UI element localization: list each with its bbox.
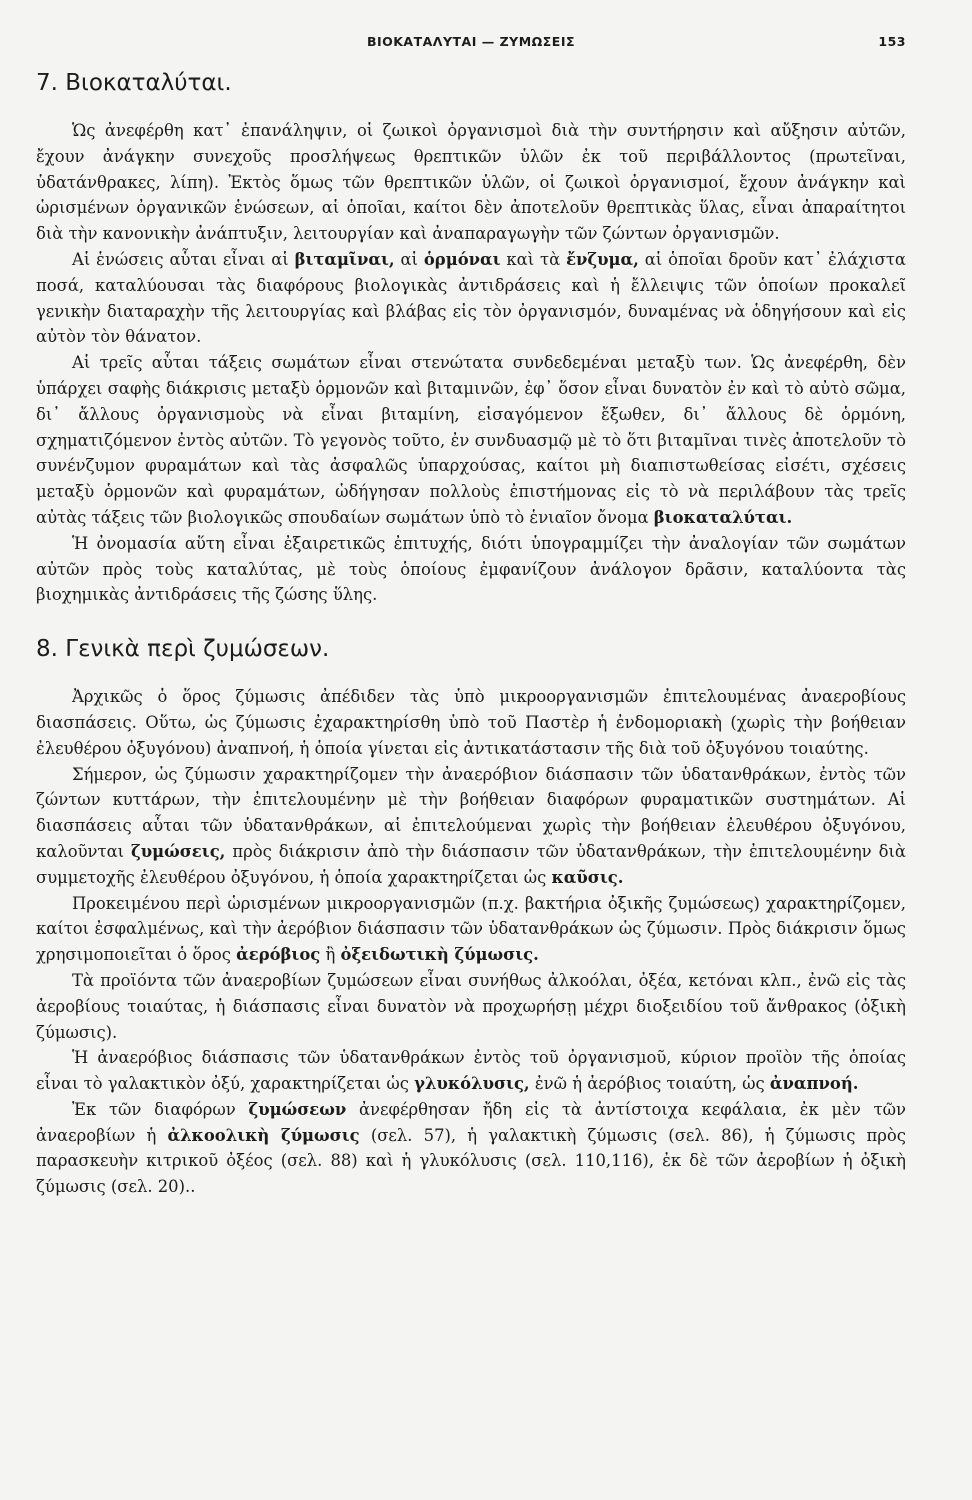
- bold-term: ἔνζυμα,: [566, 249, 639, 269]
- running-title: ΒΙΟΚΑΤΑΛΥΤΑΙ — ΖΥΜΩΣΕΙΣ: [366, 34, 576, 49]
- paragraph: Ὡς ἀνεφέρθη κατ᾽ ἐπανάληψιν, οἱ ζωικοὶ ὀργανισμοὶ διὰ τὴν συντήρησιν καὶ αὔξησιν αὐτῶν, ἔχουν ἀνάγκην συνεχοῦς προσλήψεως θρεπτικῶν ὑλῶν ἐκ τοῦ περιβάλλοντος (πρωτεῖναι, ὑδατάνθρακες, λίπη). Ἐκτὸς ὅμως τῶν θρεπτικῶν ὑλῶν, οἱ ζωικοὶ ὀργανισμοί, ἔχουν ἀνάγκην καὶ ὡρισμένων ὀργανικῶν ἑνώσεων, αἱ ὁποῖαι, καίτοι δὲν ἀποτελοῦν θρεπτικὰς ὕλας, εἶναι ἀπαραίτητοι διὰ τὴν κανονικὴν ἀνάπτυξιν, λειτουργίαν καὶ ἀναπαραγωγὴν τῶν ζώντων ὀργανισμῶν.: [36, 121, 906, 244]
- body-text: [36, 68, 906, 1200]
- paragraph: Σήμερον, ὡς ζύμωσιν χαρακτηρίζομεν τὴν ἀναερόβιον διάσπασιν τῶν ὑδατανθράκων, ἐντὸς τῶν ζώντων κυττάρων, τὴν ἐπιτελουμένην μὲ τὴν βοήθειαν διαφόρων φυραματικῶν συστημάτων. Αἱ διασπάσεις αὗται τῶν ὑδατανθράκων, αἱ ἐπιτελούμεναι χωρὶς τὴν βοήθειαν ἐλευθέρου ὀξυγόνου, καλοῦνται ζυμώσεις, πρὸς διάκρισιν ἀπὸ τὴν διάσπασιν τῶν ὑδατανθράκων, τὴν ἐπιτελουμένην διὰ συμμετοχῆς ἐλευθέρου ὀξυγόνου, ἡ ὁποία χαρακτηρίζεται ὡς καῦσις.: [36, 764, 906, 887]
- bold-term: βιταμῖναι,: [294, 249, 395, 269]
- bold-term: καῦσις.: [551, 867, 624, 887]
- section-heading-fermentations: 8. Γενικὰ περὶ ζυμώσεων.: [36, 636, 330, 663]
- paragraph: Ἡ ὀνομασία αὕτη εἶναι ἐξαιρετικῶς ἐπιτυχής, διότι ὑπογραμμίζει τὴν ἀναλογίαν τῶν σωμάτων αὐτῶν πρὸς τοὺς καταλύτας, μὲ τοὺς ὁποίους ἐμφανίζουν ἀνάλογον δρᾶσιν, καταλύοντα τὰς βιοχημικὰς ἀντιδράσεις τῆς ζώσης ὕλης.: [36, 533, 906, 605]
- bold-term: γλυκόλυσις,: [414, 1074, 530, 1094]
- bold-term: ζυμώσεις,: [131, 841, 226, 861]
- section-heading-biocatalysts: 7. Βιοκαταλύται.: [36, 70, 232, 96]
- paragraph: Ἐκ τῶν διαφόρων ζυμώσεων ἀνεφέρθησαν ἤδη εἰς τὰ ἀντίστοιχα κεφάλαια, ἐκ μὲν τῶν ἀναεροβίων ἡ ἀλκοολικὴ ζύμωσις (σελ. 57), ἡ γαλακτικὴ ζύμωσις (σελ. 86), ἡ ζύμωσις πρὸς παρασκευὴν κιτρικοῦ ὀξέος (σελ. 88) καὶ ἡ γλυκόλυσις (σελ. 110,116), ἐκ δὲ τῶν ἀεροβίων ἡ ὀξικὴ ζύμωσις (σελ. 20)..: [36, 1099, 906, 1197]
- bold-term: ζυμώσεων: [248, 1099, 347, 1119]
- bold-term: ἀναπνοή.: [769, 1074, 859, 1094]
- paragraph: Τὰ προϊόντα τῶν ἀναεροβίων ζυμώσεων εἶναι συνήθως ἀλκοόλαι, ὀξέα, κετόναι κλπ., ἐνῶ εἰς τὰς ἀεροβίους τοιαύτας, ἡ διάσπασις εἶναι δυνατὸν νὰ προχωρήσῃ μέχρι διοξειδίου τοῦ ἄνθρακος (ὀξικὴ ζύμωσις).: [36, 970, 906, 1042]
- bold-term: ὁρμόναι: [423, 249, 501, 269]
- bold-term: ἀλκοολικὴ ζύμωσις: [167, 1125, 360, 1145]
- page-number: 153: [878, 34, 906, 49]
- paragraph: Αἱ τρεῖς αὗται τάξεις σωμάτων εἶναι στενώτατα συνδεδεμέναι μεταξὺ των. Ὡς ἀνεφέρθη, δὲν ὑπάρχει σαφὴς διάκρισις μεταξὺ ὁρμονῶν καὶ βιταμινῶν, ἐφ᾽ ὅσον εἶναι δυνατὸν ἐν καὶ τὸ αὐτὸ σῶμα, δι᾽ ἄλλους ὀργανισμοὺς νὰ εἶναι βιταμίνη, εἰσαγόμενον ἔξωθεν, δι᾽ ἄλλους δὲ ὁρμόνη, σχηματιζόμενον ἐντὸς αὐτῶν. Τὸ γεγονὸς τοῦτο, ἐν συνδυασμῷ μὲ τὸ ὅτι βιταμῖναι τινὲς ἀποτελοῦν τὸ συνένζυμον φυραμάτων καὶ τὰς ἀσφαλῶς ὑπαρχούσας, καίτοι μὴ διαπιστωθείσας εἰσέτι, σχέσεις μεταξὺ ὁρμονῶν καὶ φυραμάτων, ὡδήγησαν πολλοὺς ἐπιστήμονας εἰς τὸ νὰ περιλάβουν τὰς τρεῖς αὐτὰς τάξεις τῶν βιολογικῶς σπουδαίων σωμάτων ὑπὸ τὸ ἑνιαῖον ὄνομα βιοκαταλύται.: [36, 353, 906, 527]
- bold-term: ὀξειδωτικὴ ζύμωσις.: [340, 945, 539, 965]
- paragraph: Προκειμένου περὶ ὡρισμένων μικροοργανισμῶν (π.χ. βακτήρια ὀξικῆς ζυμώσεως) χαρακτηρίζομεν, καίτοι ἐσφαλμένως, καὶ τὴν ἀερόβιον διάσπασιν τῶν ὑδατανθράκων ὡς ζύμωσιν. Πρὸς διάκρισιν ὅμως χρησιμοποιεῖται ὁ ὅρος ἀερόβιος ἢ ὀξειδωτικὴ ζύμωσις.: [36, 893, 906, 965]
- bold-term: ἀερόβιος: [236, 945, 321, 965]
- running-head: [36, 34, 906, 54]
- bold-term: βιοκαταλύται.: [653, 507, 793, 527]
- paragraph: Ἀρχικῶς ὁ ὅρος ζύμωσις ἀπέδιδεν τὰς ὑπὸ μικροοργανισμῶν ἐπιτελουμένας ἀναεροβίους διασπάσεις. Οὕτω, ὡς ζύμωσις ἐχαρακτηρίσθη ὑπὸ τοῦ Παστὲρ ἡ ἐνδομοριακὴ (χωρὶς τὴν βοήθειαν ἐλευθέρου ὀξυγόνου) ἀναπνοή, ἡ ὁποία γίνεται εἰς ἀντικατάστασιν τῆς διὰ τοῦ ὀξυγόνου τοιαύτης.: [36, 687, 906, 758]
- paragraph: Αἱ ἑνώσεις αὗται εἶναι αἱ βιταμῖναι, αἱ ὁρμόναι καὶ τὰ ἔνζυμα, αἱ ὁποῖαι δροῦν κατ᾽ ἐλάχιστα ποσά, καταλύουσαι τὰς διαφόρους βιολογικὰς ἀντιδράσεις καὶ ἡ ἔλλειψις τῶν ὁποίων προκαλεῖ γενικὴν διαταραχὴν τῆς λειτουργίας καὶ βλάβας εἰς τὸν ὀργανισμόν, δυναμένας νὰ ὁδηγήσουν καὶ εἰς αὐτὸν τὸν θάνατον.: [36, 249, 906, 347]
- paragraph: Ἡ ἀναερόβιος διάσπασις τῶν ὑδατανθράκων ἐντὸς τοῦ ὀργανισμοῦ, κύριον προϊὸν τῆς ὁποίας εἶναι τὸ γαλακτικὸν ὀξύ, χαρακτηρίζεται ὡς γλυκόλυσις, ἐνῶ ἡ ἀερόβιος τοιαύτη, ὡς ἀναπνοή.: [36, 1048, 906, 1094]
